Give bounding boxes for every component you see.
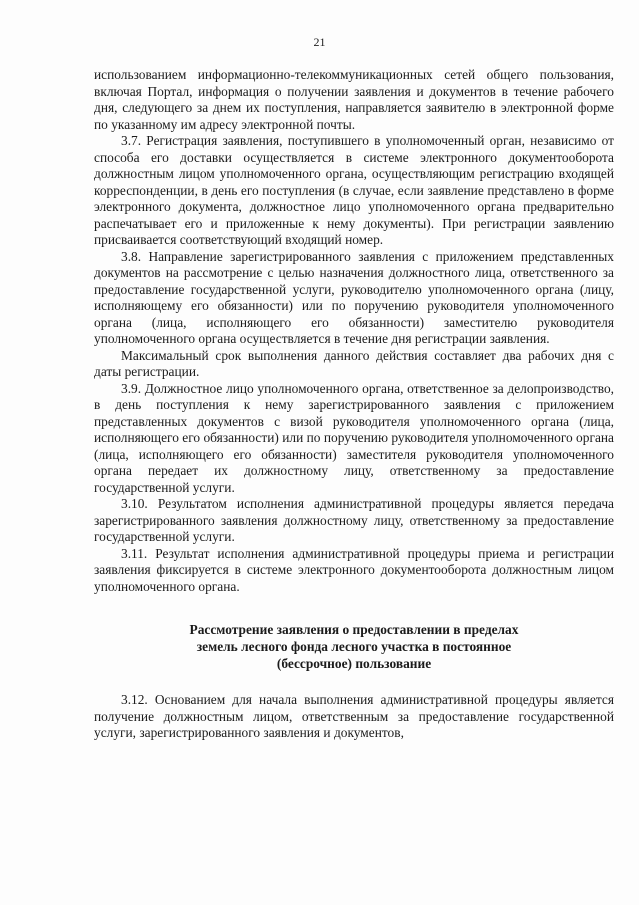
page-number: 21 <box>313 35 326 49</box>
section-heading-line-2: земель лесного фонда лесного участка в постоянное <box>196 639 512 654</box>
section-heading-line-1: Рассмотрение заявления о предоставлении в пределах <box>189 622 519 637</box>
paragraph-3-8: 3.8. Направление зарегистрированного заявления с приложением представленных документов на рассмотрение с целью назначения должностного лица, ответственного за предоставление государственной услуги, руководителю уполномоченного органа (лицу, исполняющему его обязанности) или по поручению руководителя уполномоченного органа (лица, исполняющего его обязанности) заместителю руководителя уполномоченного органа осуществляется в течение дня регистрации заявления. <box>94 248 614 346</box>
paragraph-3-10: 3.10. Результатом исполнения административной процедуры является передача зарегистрированного заявления должностному лицу, ответственному за предоставление государственной услуги. <box>94 496 614 544</box>
document-body <box>94 67 614 742</box>
section-heading-line-3: (бессрочное) пользование <box>276 656 432 671</box>
paragraph-continuation: использованием информационно-телекоммуникационных сетей общего пользования, включая Портал, информация о получении заявления и документов в течение рабочего дня, следующего за днем их поступления, направляется заявителю в электронной форме по указанному им адресу электронной почты. <box>94 67 614 132</box>
paragraph-3-7: 3.7. Регистрация заявления, поступившего в уполномоченный орган, независимо от способа его доставки осуществляется в системе электронного документооборота должностным лицом уполномоченного органа, осуществляющим регистрацию входящей корреспонденции, в день его поступления (в случае, если заявление представлено в форме электронного документа, должностное лицо уполномоченного органа предварительно распечатывает его и приложенные к нему документы). При регистрации заявлению присваивается соответствующий входящий номер. <box>94 133 614 247</box>
section-heading <box>94 621 614 672</box>
paragraph-max-term: Максимальный срок выполнения данного действия составляет два рабочих дня с даты регистрации. <box>94 347 614 379</box>
paragraph-3-9: 3.9. Должностное лицо уполномоченного органа, ответственное за делопроизводство, в день поступления к нему зарегистрированного заявления с приложением представленных документов с визой руководителя уполномоченного органа (лица, исполняющего его обязанности) или по поручению руководителя уполномоченного органа (лица, исполняющего его обязанности) заместителя руководителя уполномоченного органа передает их должностному лицу, ответственному за предоставление государственной услуги. <box>94 380 614 495</box>
paragraph-3-12: 3.12. Основанием для начала выполнения административной процедуры является получение должностным лицом, ответственным за предоставление государственной услуги, зарегистрированного заявления и документов, <box>94 692 614 740</box>
paragraph-3-11: 3.11. Результат исполнения административной процедуры приема и регистрации заявления фиксируется в системе электронного документооборота должностным лицом уполномоченного органа. <box>94 545 614 594</box>
